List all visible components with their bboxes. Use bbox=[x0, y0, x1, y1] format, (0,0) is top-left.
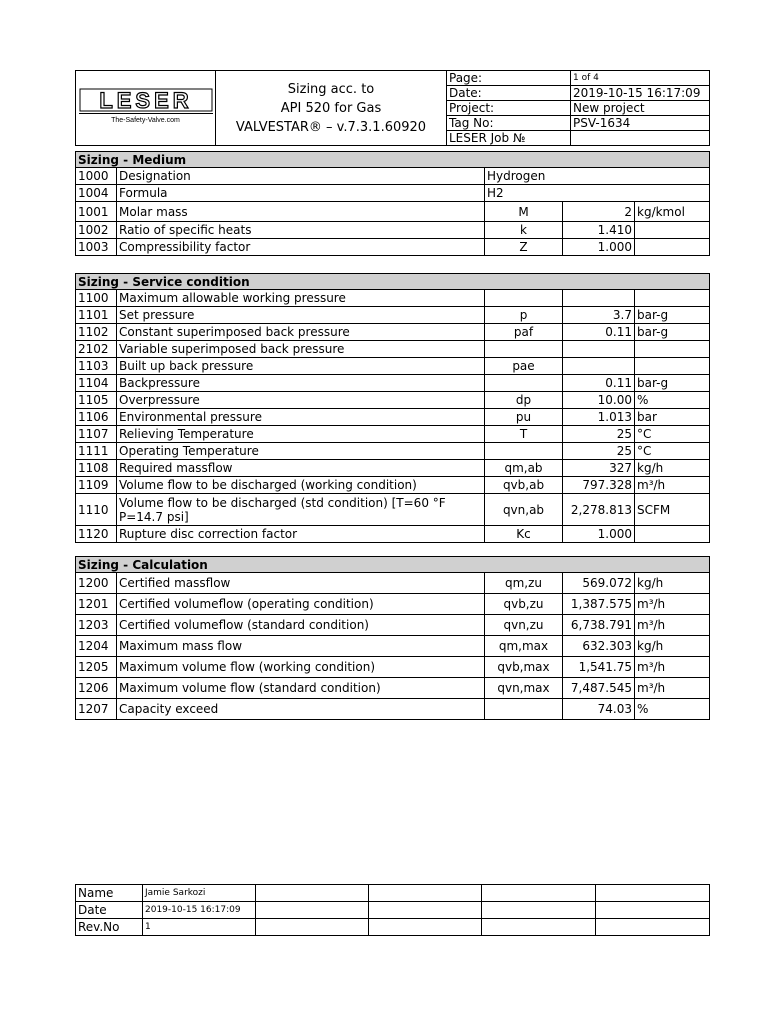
row-symbol bbox=[485, 443, 563, 460]
row-id: 1206 bbox=[76, 678, 117, 699]
row-value bbox=[563, 341, 635, 358]
footer-empty-cell bbox=[482, 902, 596, 919]
row-desc: Variable superimposed back pressure bbox=[117, 341, 485, 358]
row-value: H2 bbox=[485, 185, 710, 202]
row-id: 1103 bbox=[76, 358, 117, 375]
footer-empty-cell bbox=[256, 885, 369, 902]
row-desc: Molar mass bbox=[117, 202, 485, 222]
leser-logo-icon bbox=[79, 88, 213, 112]
info-label: Page: bbox=[447, 71, 571, 86]
footer-empty-cell bbox=[482, 885, 596, 902]
title-line-1: Sizing acc. to bbox=[287, 81, 375, 97]
row-symbol: Z bbox=[485, 239, 563, 256]
row-id: 2102 bbox=[76, 341, 117, 358]
footer-empty-cell bbox=[256, 902, 369, 919]
row-desc: Ratio of specific heats bbox=[117, 222, 485, 239]
header-table bbox=[75, 70, 710, 146]
row-id: 1200 bbox=[76, 573, 117, 594]
row-unit bbox=[635, 358, 710, 375]
footer-value: Jamie Sarkozi bbox=[143, 885, 256, 902]
row-unit: kg/h bbox=[635, 460, 710, 477]
row-symbol: qvn,zu bbox=[485, 615, 563, 636]
row-value: 1.000 bbox=[563, 526, 635, 543]
info-label: Date: bbox=[447, 86, 571, 101]
row-symbol: qvn,ab bbox=[485, 494, 563, 526]
row-id: 1106 bbox=[76, 409, 117, 426]
row-desc: Compressibility factor bbox=[117, 239, 485, 256]
row-symbol: M bbox=[485, 202, 563, 222]
row-value: 2 bbox=[563, 202, 635, 222]
row-unit: m³/h bbox=[635, 594, 710, 615]
row-unit: % bbox=[635, 392, 710, 409]
row-desc: Built up back pressure bbox=[117, 358, 485, 375]
row-id: 1109 bbox=[76, 477, 117, 494]
svg-text:LESER: LESER bbox=[98, 88, 193, 112]
footer-label: Name bbox=[76, 885, 143, 902]
row-id: 1002 bbox=[76, 222, 117, 239]
row-unit: m³/h bbox=[635, 615, 710, 636]
footer-empty-cell bbox=[596, 885, 710, 902]
row-desc: Maximum mass flow bbox=[117, 636, 485, 657]
row-symbol: k bbox=[485, 222, 563, 239]
row-desc: Overpressure bbox=[117, 392, 485, 409]
footer-empty-cell bbox=[596, 919, 710, 936]
row-unit: % bbox=[635, 699, 710, 720]
calculation-table bbox=[75, 556, 710, 720]
footer-empty-cell bbox=[369, 902, 482, 919]
info-value: New project bbox=[571, 101, 710, 116]
row-value: 10.00 bbox=[563, 392, 635, 409]
row-value: 74.03 bbox=[563, 699, 635, 720]
row-value: 3.7 bbox=[563, 307, 635, 324]
row-desc: Constant superimposed back pressure bbox=[117, 324, 485, 341]
row-symbol: pu bbox=[485, 409, 563, 426]
row-desc: Rupture disc correction factor bbox=[117, 526, 485, 543]
row-id: 1102 bbox=[76, 324, 117, 341]
row-value: 0.11 bbox=[563, 324, 635, 341]
row-unit: m³/h bbox=[635, 678, 710, 699]
section-title: Sizing - Calculation bbox=[76, 557, 710, 573]
row-value: 569.072 bbox=[563, 573, 635, 594]
row-id: 1000 bbox=[76, 168, 117, 185]
row-unit: bar-g bbox=[635, 307, 710, 324]
row-unit: °C bbox=[635, 426, 710, 443]
row-value: 327 bbox=[563, 460, 635, 477]
row-id: 1205 bbox=[76, 657, 117, 678]
document-title bbox=[216, 71, 447, 146]
row-id: 1120 bbox=[76, 526, 117, 543]
footer-label: Rev.No bbox=[76, 919, 143, 936]
row-symbol bbox=[485, 375, 563, 392]
row-desc: Certified volumeflow (standard condition) bbox=[117, 615, 485, 636]
row-desc: Relieving Temperature bbox=[117, 426, 485, 443]
footer-value: 1 bbox=[143, 919, 256, 936]
section-title: Sizing - Service condition bbox=[76, 274, 710, 290]
row-id: 1207 bbox=[76, 699, 117, 720]
footer-value: 2019-10-15 16:17:09 bbox=[143, 902, 256, 919]
row-id: 1108 bbox=[76, 460, 117, 477]
row-unit: SCFM bbox=[635, 494, 710, 526]
row-value: 2,278.813 bbox=[563, 494, 635, 526]
row-desc: Designation bbox=[117, 168, 485, 185]
row-symbol: p bbox=[485, 307, 563, 324]
row-desc: Maximum allowable working pressure bbox=[117, 290, 485, 307]
row-symbol: dp bbox=[485, 392, 563, 409]
info-value: 2019-10-15 16:17:09 bbox=[571, 86, 710, 101]
row-symbol: qvn,max bbox=[485, 678, 563, 699]
row-value: 7,487.545 bbox=[563, 678, 635, 699]
row-value: 1.410 bbox=[563, 222, 635, 239]
row-unit: m³/h bbox=[635, 657, 710, 678]
service-table bbox=[75, 273, 710, 543]
info-value bbox=[571, 131, 710, 146]
row-symbol bbox=[485, 341, 563, 358]
row-id: 1107 bbox=[76, 426, 117, 443]
row-value: 1,541.75 bbox=[563, 657, 635, 678]
row-value bbox=[563, 358, 635, 375]
row-desc: Operating Temperature bbox=[117, 443, 485, 460]
row-value: 1.000 bbox=[563, 239, 635, 256]
row-desc: Certified massflow bbox=[117, 573, 485, 594]
row-symbol: paf bbox=[485, 324, 563, 341]
row-symbol: qm,ab bbox=[485, 460, 563, 477]
row-id: 1201 bbox=[76, 594, 117, 615]
row-id: 1100 bbox=[76, 290, 117, 307]
title-line-2: API 520 for Gas bbox=[280, 100, 382, 116]
row-desc: Volume flow to be discharged (working condition) bbox=[117, 477, 485, 494]
footer-empty-cell bbox=[369, 885, 482, 902]
footer-empty-cell bbox=[482, 919, 596, 936]
row-value: 1.013 bbox=[563, 409, 635, 426]
row-symbol: pae bbox=[485, 358, 563, 375]
row-id: 1001 bbox=[76, 202, 117, 222]
row-symbol: qvb,ab bbox=[485, 477, 563, 494]
leser-logo bbox=[76, 71, 216, 146]
row-desc: Certified volumeflow (operating condition) bbox=[117, 594, 485, 615]
footer-label: Date bbox=[76, 902, 143, 919]
signature-table bbox=[75, 884, 710, 936]
row-id: 1101 bbox=[76, 307, 117, 324]
row-desc: Maximum volume flow (working condition) bbox=[117, 657, 485, 678]
row-unit: bar-g bbox=[635, 324, 710, 341]
row-desc: Formula bbox=[117, 185, 485, 202]
row-desc: Volume flow to be discharged (std condition) [T=60 °F P=14.7 psi] bbox=[117, 494, 485, 526]
info-label: Project: bbox=[447, 101, 571, 116]
row-unit bbox=[635, 526, 710, 543]
row-desc: Set pressure bbox=[117, 307, 485, 324]
row-symbol: T bbox=[485, 426, 563, 443]
row-unit: kg/h bbox=[635, 573, 710, 594]
row-unit: bar bbox=[635, 409, 710, 426]
row-symbol: qm,max bbox=[485, 636, 563, 657]
row-unit: m³/h bbox=[635, 477, 710, 494]
row-symbol: Kc bbox=[485, 526, 563, 543]
calculation-rows bbox=[76, 573, 710, 720]
row-unit bbox=[635, 290, 710, 307]
row-id: 1105 bbox=[76, 392, 117, 409]
row-symbol: qvb,zu bbox=[485, 594, 563, 615]
row-id: 1004 bbox=[76, 185, 117, 202]
row-value: 797.328 bbox=[563, 477, 635, 494]
row-value: Hydrogen bbox=[485, 168, 710, 185]
row-id: 1204 bbox=[76, 636, 117, 657]
row-id: 1003 bbox=[76, 239, 117, 256]
info-value: 1 of 4 bbox=[571, 71, 710, 86]
info-value: PSV-1634 bbox=[571, 116, 710, 131]
row-desc: Backpressure bbox=[117, 375, 485, 392]
row-unit: °C bbox=[635, 443, 710, 460]
row-value: 6,738.791 bbox=[563, 615, 635, 636]
title-line-3: VALVESTAR® – v.7.3.1.60920 bbox=[235, 119, 427, 135]
row-desc: Maximum volume flow (standard condition) bbox=[117, 678, 485, 699]
row-value: 632.303 bbox=[563, 636, 635, 657]
row-unit bbox=[635, 239, 710, 256]
row-symbol bbox=[485, 290, 563, 307]
row-desc: Required massflow bbox=[117, 460, 485, 477]
row-desc: Environmental pressure bbox=[117, 409, 485, 426]
service-rows bbox=[76, 290, 710, 543]
logo-tagline: The-Safety-Valve.com bbox=[79, 113, 213, 128]
row-unit: bar-g bbox=[635, 375, 710, 392]
row-id: 1111 bbox=[76, 443, 117, 460]
row-unit: kg/h bbox=[635, 636, 710, 657]
footer-empty-cell bbox=[256, 919, 369, 936]
footer-empty-cell bbox=[369, 919, 482, 936]
row-value: 25 bbox=[563, 443, 635, 460]
medium-table bbox=[75, 151, 710, 256]
row-unit bbox=[635, 222, 710, 239]
row-symbol bbox=[485, 699, 563, 720]
row-id: 1203 bbox=[76, 615, 117, 636]
info-label: LESER Job № bbox=[447, 131, 571, 146]
section-title: Sizing - Medium bbox=[76, 152, 710, 168]
row-unit bbox=[635, 341, 710, 358]
row-unit: kg/kmol bbox=[635, 202, 710, 222]
footer-empty-cell bbox=[596, 902, 710, 919]
row-id: 1104 bbox=[76, 375, 117, 392]
info-label: Tag No: bbox=[447, 116, 571, 131]
row-value: 0.11 bbox=[563, 375, 635, 392]
row-value bbox=[563, 290, 635, 307]
row-symbol: qvb,max bbox=[485, 657, 563, 678]
row-id: 1110 bbox=[76, 494, 117, 526]
row-value: 1,387.575 bbox=[563, 594, 635, 615]
row-symbol: qm,zu bbox=[485, 573, 563, 594]
row-value: 25 bbox=[563, 426, 635, 443]
row-desc: Capacity exceed bbox=[117, 699, 485, 720]
